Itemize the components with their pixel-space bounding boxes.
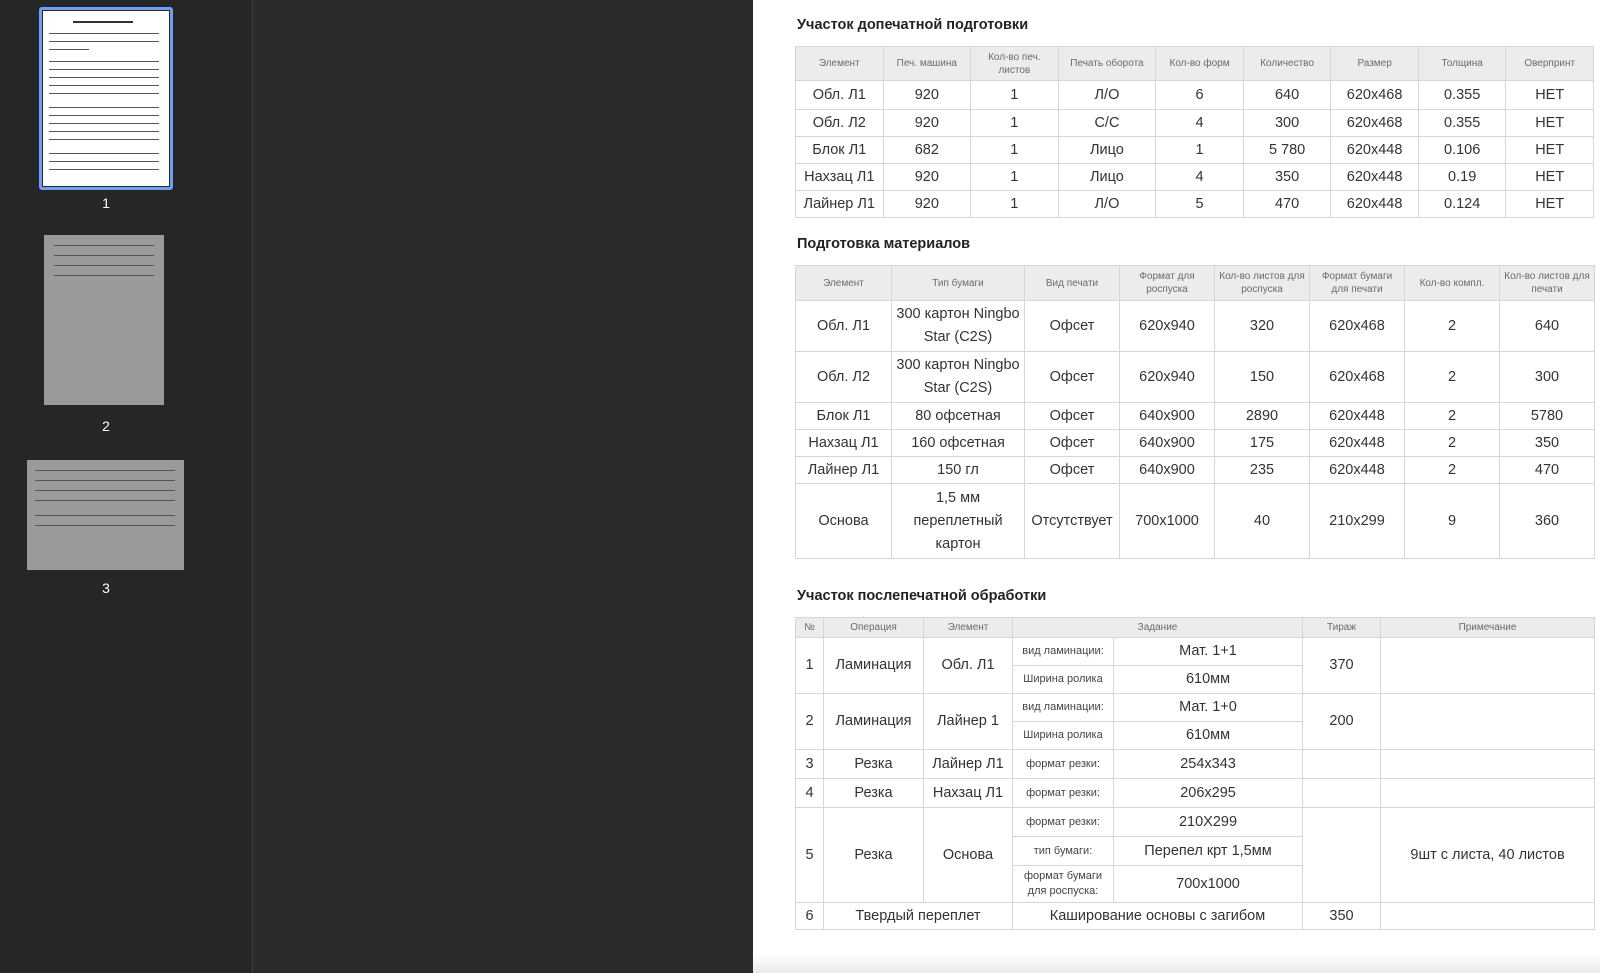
table-cell bbox=[1303, 779, 1381, 808]
task-label: формат резки: bbox=[1013, 750, 1114, 779]
table-cell: 640x900 bbox=[1120, 457, 1215, 484]
table-row bbox=[796, 457, 1595, 484]
table-cell: 5 bbox=[1156, 191, 1244, 218]
postpress-title: Участок послепечатной обработки bbox=[797, 588, 1047, 604]
column-header: Задание bbox=[1013, 618, 1303, 638]
table-cell: 4 bbox=[796, 779, 824, 808]
table-cell: 5 bbox=[796, 808, 824, 903]
table-cell: Лайнер Л1 bbox=[796, 191, 884, 218]
table-cell: Отсутствует bbox=[1025, 484, 1120, 559]
table-cell: 620x448 bbox=[1310, 457, 1405, 484]
table-cell: 175 bbox=[1215, 430, 1310, 457]
table-cell: НЕТ bbox=[1506, 137, 1594, 164]
table-cell: 920 bbox=[883, 164, 971, 191]
table-cell: 700x1000 bbox=[1120, 484, 1215, 559]
table-cell: Каширование основы с загибом bbox=[1013, 903, 1303, 930]
table-cell: 2 bbox=[1405, 457, 1500, 484]
table-cell: 1,5 мм переплетный картон bbox=[892, 484, 1025, 559]
table-cell: 0.355 bbox=[1418, 110, 1506, 137]
task-value: Мат. 1+1 bbox=[1114, 638, 1303, 666]
table-cell: 350 bbox=[1243, 164, 1331, 191]
table-row bbox=[796, 750, 1595, 779]
table-cell: 350 bbox=[1500, 430, 1595, 457]
task-label: формат резки: bbox=[1013, 779, 1114, 808]
table-cell: 920 bbox=[883, 191, 971, 218]
page-number: 2 bbox=[102, 418, 110, 434]
table-cell: 0.355 bbox=[1418, 81, 1506, 110]
table-cell: 5 780 bbox=[1243, 137, 1331, 164]
task-label: формат резки: bbox=[1013, 808, 1114, 837]
column-header: Кол-во форм bbox=[1156, 47, 1244, 81]
table-cell: 620x940 bbox=[1120, 352, 1215, 403]
table-row bbox=[796, 110, 1594, 137]
table-cell: Л/О bbox=[1058, 191, 1156, 218]
table-cell: 370 bbox=[1303, 638, 1381, 694]
page-number: 1 bbox=[102, 195, 110, 211]
table-cell: 6 bbox=[796, 903, 824, 930]
column-header: Размер bbox=[1331, 47, 1419, 81]
table-row bbox=[796, 484, 1595, 559]
table-cell: Резка bbox=[824, 750, 924, 779]
table-cell: Офсет bbox=[1025, 403, 1120, 430]
task-value: Перепел крт 1,5мм bbox=[1114, 837, 1303, 866]
column-header: Кол-во листов для печати bbox=[1500, 266, 1595, 301]
table-cell: Обл. Л1 bbox=[796, 301, 892, 352]
table-cell: 620x448 bbox=[1310, 430, 1405, 457]
table-cell: Ламинация bbox=[824, 694, 924, 750]
table-cell: 150 гл bbox=[892, 457, 1025, 484]
table-cell: 210x299 bbox=[1310, 484, 1405, 559]
table-cell: Нахзац Л1 bbox=[796, 430, 892, 457]
column-header: Кол-во компл. bbox=[1405, 266, 1500, 301]
thumbnail-page-3[interactable] bbox=[27, 460, 185, 610]
table-cell: 80 офсетная bbox=[892, 403, 1025, 430]
table-cell bbox=[1303, 808, 1381, 903]
table-cell bbox=[1303, 750, 1381, 779]
table-cell: Нахзац Л1 bbox=[924, 779, 1013, 808]
table-cell: Основа bbox=[924, 808, 1013, 903]
table-cell: 640x900 bbox=[1120, 430, 1215, 457]
table-cell: Офсет bbox=[1025, 352, 1120, 403]
table-cell: 350 bbox=[1303, 903, 1381, 930]
column-header: Тип бумаги bbox=[892, 266, 1025, 301]
column-header: Примечание bbox=[1381, 618, 1595, 638]
page-number: 3 bbox=[102, 580, 110, 596]
table-cell: 1 bbox=[971, 164, 1059, 191]
table-cell: Резка bbox=[824, 808, 924, 903]
table-cell bbox=[1381, 903, 1595, 930]
table-cell: 620x468 bbox=[1331, 110, 1419, 137]
table-row bbox=[796, 137, 1594, 164]
table-cell: 920 bbox=[883, 81, 971, 110]
task-value: 210X299 bbox=[1114, 808, 1303, 837]
table-cell: 620x468 bbox=[1310, 352, 1405, 403]
table-cell: 1 bbox=[971, 137, 1059, 164]
task-label: Ширина ролика bbox=[1013, 666, 1114, 694]
column-header: Тираж bbox=[1303, 618, 1381, 638]
task-value: 254x343 bbox=[1114, 750, 1303, 779]
column-header: № bbox=[796, 618, 824, 638]
task-value: Мат. 1+0 bbox=[1114, 694, 1303, 722]
table-cell: 360 bbox=[1500, 484, 1595, 559]
table-row bbox=[796, 81, 1594, 110]
table-cell: 620x940 bbox=[1120, 301, 1215, 352]
table-cell: 4 bbox=[1156, 164, 1244, 191]
column-header: Вид печати bbox=[1025, 266, 1120, 301]
task-label: формат бумаги для роспуска: bbox=[1013, 866, 1114, 903]
table-row bbox=[796, 694, 1595, 722]
table-cell: 6 bbox=[1156, 81, 1244, 110]
table-row bbox=[796, 164, 1594, 191]
column-header: Печать оборота bbox=[1058, 47, 1156, 81]
task-label: тип бумаги: bbox=[1013, 837, 1114, 866]
table-cell: 300 картон Ningbo Star (C2S) bbox=[892, 352, 1025, 403]
column-header: Формат для роспуска bbox=[1120, 266, 1215, 301]
table-cell: Офсет bbox=[1025, 430, 1120, 457]
table-cell: Ламинация bbox=[824, 638, 924, 694]
column-header: Кол-во печ. листов bbox=[971, 47, 1059, 81]
column-header: Элемент bbox=[796, 47, 884, 81]
task-value: 610мм bbox=[1114, 666, 1303, 694]
materials-title: Подготовка материалов bbox=[797, 236, 971, 252]
table-cell: 470 bbox=[1500, 457, 1595, 484]
column-header: Операция bbox=[824, 618, 924, 638]
table-cell: 0.124 bbox=[1418, 191, 1506, 218]
table-cell: 1 bbox=[796, 638, 824, 694]
document-page bbox=[753, 0, 1600, 973]
table-cell: 2 bbox=[1405, 352, 1500, 403]
table-cell: 620x448 bbox=[1331, 191, 1419, 218]
table-cell: 3 bbox=[796, 750, 824, 779]
table-cell: 4 bbox=[1156, 110, 1244, 137]
table-row bbox=[796, 191, 1594, 218]
column-header: Оверпринт bbox=[1506, 47, 1594, 81]
table-cell: 1 bbox=[971, 191, 1059, 218]
table-cell: Обл. Л1 bbox=[924, 638, 1013, 694]
task-value: 610мм bbox=[1114, 722, 1303, 750]
table-cell: Лайнер Л1 bbox=[924, 750, 1013, 779]
document-viewer[interactable] bbox=[253, 0, 1600, 973]
table-cell: 2 bbox=[796, 694, 824, 750]
column-header: Элемент bbox=[796, 266, 892, 301]
table-cell: 300 bbox=[1500, 352, 1595, 403]
table-cell: НЕТ bbox=[1506, 110, 1594, 137]
table-cell: 300 bbox=[1243, 110, 1331, 137]
table-cell: 1 bbox=[971, 110, 1059, 137]
table-cell: Резка bbox=[824, 779, 924, 808]
table-cell: 9шт с листа, 40 листов bbox=[1381, 808, 1595, 903]
thumbnail-sidebar bbox=[0, 0, 253, 973]
table-cell: 300 картон Ningbo Star (C2S) bbox=[892, 301, 1025, 352]
table-cell: 620x448 bbox=[1331, 137, 1419, 164]
table-cell: 620x448 bbox=[1331, 164, 1419, 191]
table-row bbox=[796, 352, 1595, 403]
table-cell: Нахзац Л1 bbox=[796, 164, 884, 191]
table-cell: 5780 bbox=[1500, 403, 1595, 430]
task-label: вид ламинации: bbox=[1013, 638, 1114, 666]
table-cell: Обл. Л2 bbox=[796, 110, 884, 137]
table-row bbox=[796, 301, 1595, 352]
table-cell: 620x468 bbox=[1310, 301, 1405, 352]
column-header: Печ. машина bbox=[883, 47, 971, 81]
table-cell: С/С bbox=[1058, 110, 1156, 137]
table-cell: 200 bbox=[1303, 694, 1381, 750]
table-row bbox=[796, 779, 1595, 808]
column-header: Формат бумаги для печати bbox=[1310, 266, 1405, 301]
table-cell: 2 bbox=[1405, 301, 1500, 352]
table-cell: 9 bbox=[1405, 484, 1500, 559]
table-row bbox=[796, 903, 1595, 930]
materials-table bbox=[795, 265, 1595, 559]
table-cell: 2 bbox=[1405, 430, 1500, 457]
table-cell: 620x468 bbox=[1331, 81, 1419, 110]
table-cell: 2 bbox=[1405, 403, 1500, 430]
postpress-table bbox=[795, 617, 1595, 930]
table-cell: 620x448 bbox=[1310, 403, 1405, 430]
table-cell: Лайнер 1 bbox=[924, 694, 1013, 750]
table-cell bbox=[1381, 694, 1595, 750]
column-header: Толщина bbox=[1418, 47, 1506, 81]
task-value: 700x1000 bbox=[1114, 866, 1303, 903]
task-value: 206x295 bbox=[1114, 779, 1303, 808]
table-cell: 682 bbox=[883, 137, 971, 164]
table-cell: 150 bbox=[1215, 352, 1310, 403]
thumbnail-page-2[interactable] bbox=[44, 235, 166, 435]
table-cell bbox=[1381, 750, 1595, 779]
table-cell: Л/О bbox=[1058, 81, 1156, 110]
table-cell: Офсет bbox=[1025, 301, 1120, 352]
column-header: Кол-во листов для роспуска bbox=[1215, 266, 1310, 301]
column-header: Количество bbox=[1243, 47, 1331, 81]
prepress-title: Участок допечатной подготовки bbox=[797, 17, 1029, 33]
prepress-table bbox=[795, 46, 1594, 218]
table-cell: НЕТ bbox=[1506, 164, 1594, 191]
table-cell: 160 офсетная bbox=[892, 430, 1025, 457]
table-cell: Основа bbox=[796, 484, 892, 559]
thumbnail-page-1[interactable] bbox=[36, 5, 176, 215]
table-cell: 2890 bbox=[1215, 403, 1310, 430]
table-cell bbox=[1381, 638, 1595, 694]
table-cell: 40 bbox=[1215, 484, 1310, 559]
table-cell: НЕТ bbox=[1506, 81, 1594, 110]
table-cell: Обл. Л1 bbox=[796, 81, 884, 110]
table-cell: Лайнер Л1 bbox=[796, 457, 892, 484]
task-label: Ширина ролика bbox=[1013, 722, 1114, 750]
table-row bbox=[796, 403, 1595, 430]
table-row bbox=[796, 430, 1595, 457]
table-cell: 0.106 bbox=[1418, 137, 1506, 164]
table-row bbox=[796, 808, 1595, 837]
table-cell: Офсет bbox=[1025, 457, 1120, 484]
table-cell: 470 bbox=[1243, 191, 1331, 218]
table-cell: 640 bbox=[1243, 81, 1331, 110]
table-cell: Блок Л1 bbox=[796, 403, 892, 430]
table-cell: 320 bbox=[1215, 301, 1310, 352]
table-cell: Твердый переплет bbox=[824, 903, 1013, 930]
table-cell: Лицо bbox=[1058, 164, 1156, 191]
table-cell: 0.19 bbox=[1418, 164, 1506, 191]
task-label: вид ламинации: bbox=[1013, 694, 1114, 722]
column-header: Элемент bbox=[924, 618, 1013, 638]
table-cell: НЕТ bbox=[1506, 191, 1594, 218]
table-cell: 640x900 bbox=[1120, 403, 1215, 430]
table-cell: 920 bbox=[883, 110, 971, 137]
table-cell: 1 bbox=[971, 81, 1059, 110]
table-cell: Обл. Л2 bbox=[796, 352, 892, 403]
table-cell bbox=[1381, 779, 1595, 808]
table-cell: 640 bbox=[1500, 301, 1595, 352]
table-cell: 235 bbox=[1215, 457, 1310, 484]
table-row bbox=[796, 638, 1595, 666]
table-cell: 1 bbox=[1156, 137, 1244, 164]
table-cell: Лицо bbox=[1058, 137, 1156, 164]
table-cell: Блок Л1 bbox=[796, 137, 884, 164]
